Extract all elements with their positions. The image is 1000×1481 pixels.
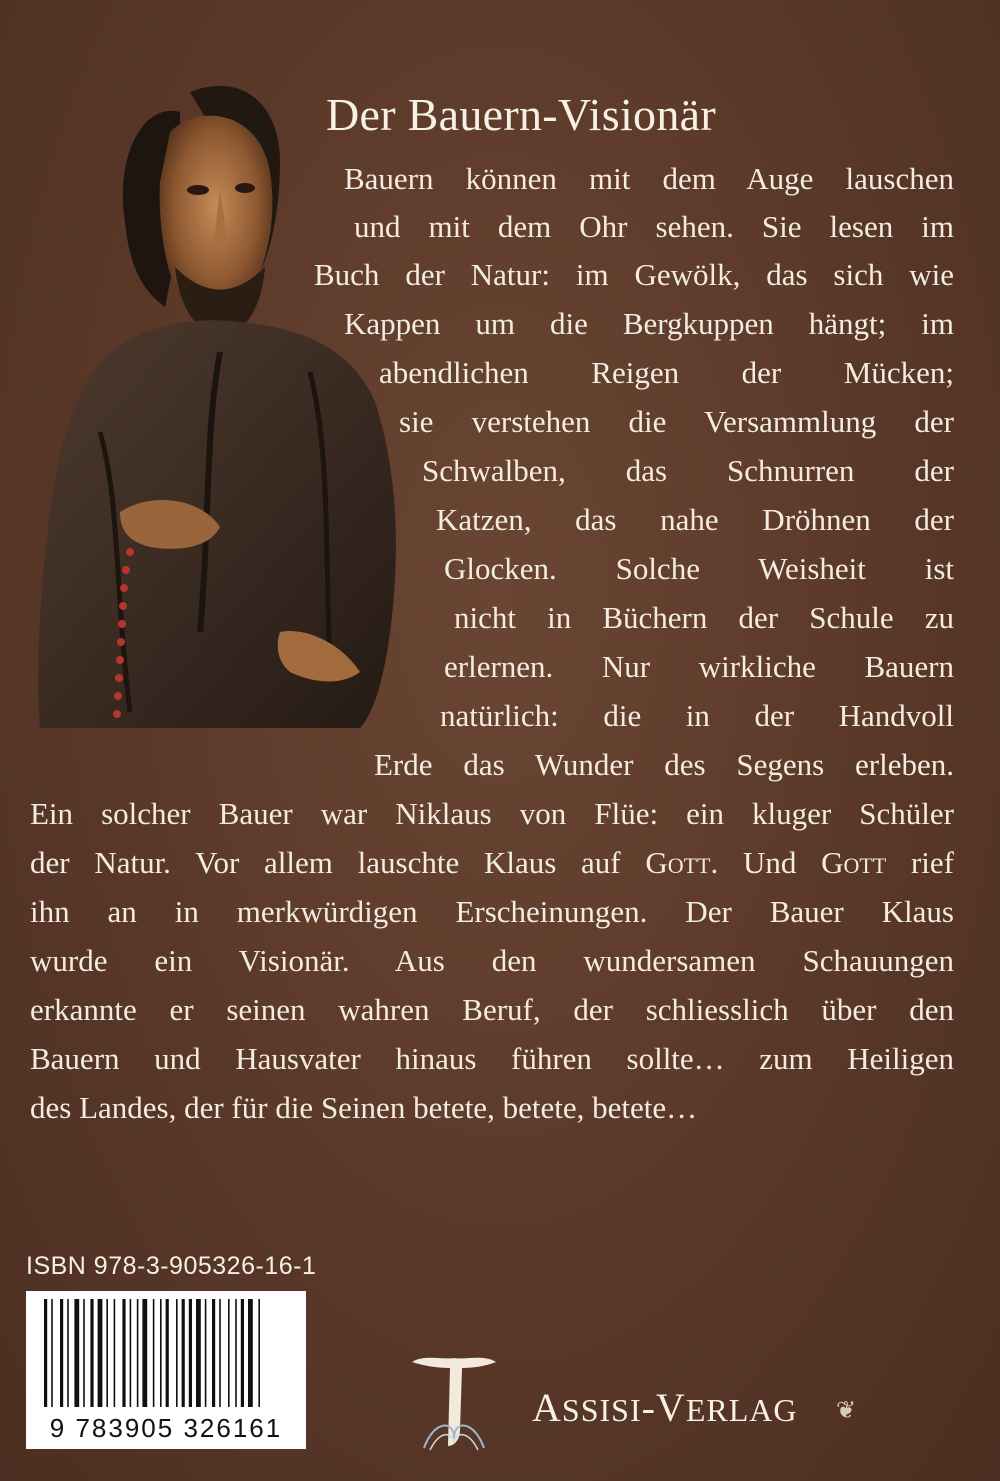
barcode-bar	[60, 1299, 63, 1407]
text-line: wurde ein Visionär. Aus den wundersamen Schauungen	[30, 943, 954, 978]
barcode-digits: 9 783905 326161	[49, 1413, 283, 1443]
tau-cross-logo-icon	[404, 1350, 504, 1454]
text-line: und mit dem Ohr sehen. Sie lesen im	[354, 209, 954, 244]
text-line: Glocken. Solche Weisheit ist	[444, 551, 954, 586]
text-line: sie verstehen die Versammlung der	[399, 404, 954, 439]
barcode-bar	[51, 1299, 53, 1407]
flourish-ornament-icon: ❦	[836, 1398, 857, 1424]
text-line: natürlich: die in der Handvoll	[440, 698, 954, 733]
barcode-bar	[98, 1299, 103, 1407]
barcode-bar	[90, 1299, 93, 1407]
barcode-bar	[228, 1299, 230, 1407]
barcode-bar	[196, 1299, 201, 1407]
isbn-label: ISBN 978-3-905326-16-1	[26, 1252, 317, 1280]
barcode-bar	[83, 1299, 85, 1407]
barcode-bar	[153, 1299, 155, 1407]
barcode-bar	[142, 1299, 147, 1407]
text-line: Bauern können mit dem Auge lauschen	[344, 161, 954, 196]
barcode-bar	[205, 1299, 207, 1407]
publisher-name: ASSISI-VERLAG	[532, 1385, 798, 1430]
text-line: Katzen, das nahe Dröhnen der	[436, 502, 954, 537]
barcode-bar	[106, 1299, 108, 1407]
barcode-bar	[176, 1299, 178, 1407]
barcode-bar	[122, 1299, 125, 1407]
text-line: Buch der Natur: im Gewölk, das sich wie	[314, 257, 954, 292]
barcode-bar	[219, 1299, 221, 1407]
barcode-bar	[137, 1299, 139, 1407]
text-line: Ein solcher Bauer war Niklaus von Flüe: ein kluger Schüler	[30, 796, 954, 831]
text-line: der Natur. Vor allem lauschte Klaus auf Gott. Und Gott rief	[30, 845, 954, 880]
text-line: Kappen um die Bergkuppen hängt; im	[344, 306, 954, 341]
barcode-bar	[212, 1299, 215, 1407]
barcode-bar	[114, 1299, 116, 1407]
barcode-bar	[67, 1299, 69, 1407]
barcode-bar	[182, 1299, 185, 1407]
text-line: Bauern und Hausvater hinaus führen sollte… zum Heiligen	[30, 1041, 954, 1076]
barcode-bar	[258, 1299, 260, 1407]
barcode-bar	[166, 1299, 169, 1407]
barcode-bar	[248, 1299, 253, 1407]
barcode-bar	[241, 1299, 244, 1407]
barcode-bar	[189, 1299, 192, 1407]
barcode-bar	[44, 1299, 47, 1407]
barcode-bar	[74, 1299, 79, 1407]
book-title: Der Bauern-Visionär	[326, 89, 716, 140]
barcode-bars	[26, 1291, 306, 1411]
text-line: nicht in Büchern der Schule zu	[454, 600, 954, 635]
text-line: abendlichen Reigen der Mücken;	[379, 355, 954, 390]
barcode-bar	[235, 1299, 237, 1407]
text-line: ihn an in merkwürdigen Erscheinungen. Der Bauer Klaus	[30, 894, 954, 929]
text-line: Schwalben, das Schnurren der	[422, 453, 954, 488]
barcode-bar	[160, 1299, 162, 1407]
text-line: Erde das Wunder des Segens erleben.	[374, 747, 954, 782]
barcode-bar	[130, 1299, 132, 1407]
barcode	[26, 1291, 306, 1449]
text-line: erkannte er seinen wahren Beruf, der schliesslich über den	[30, 992, 954, 1027]
text-line: erlernen. Nur wirkliche Bauern	[444, 649, 954, 684]
text-line: des Landes, der für die Seinen betete, betete, betete…	[30, 1090, 698, 1125]
